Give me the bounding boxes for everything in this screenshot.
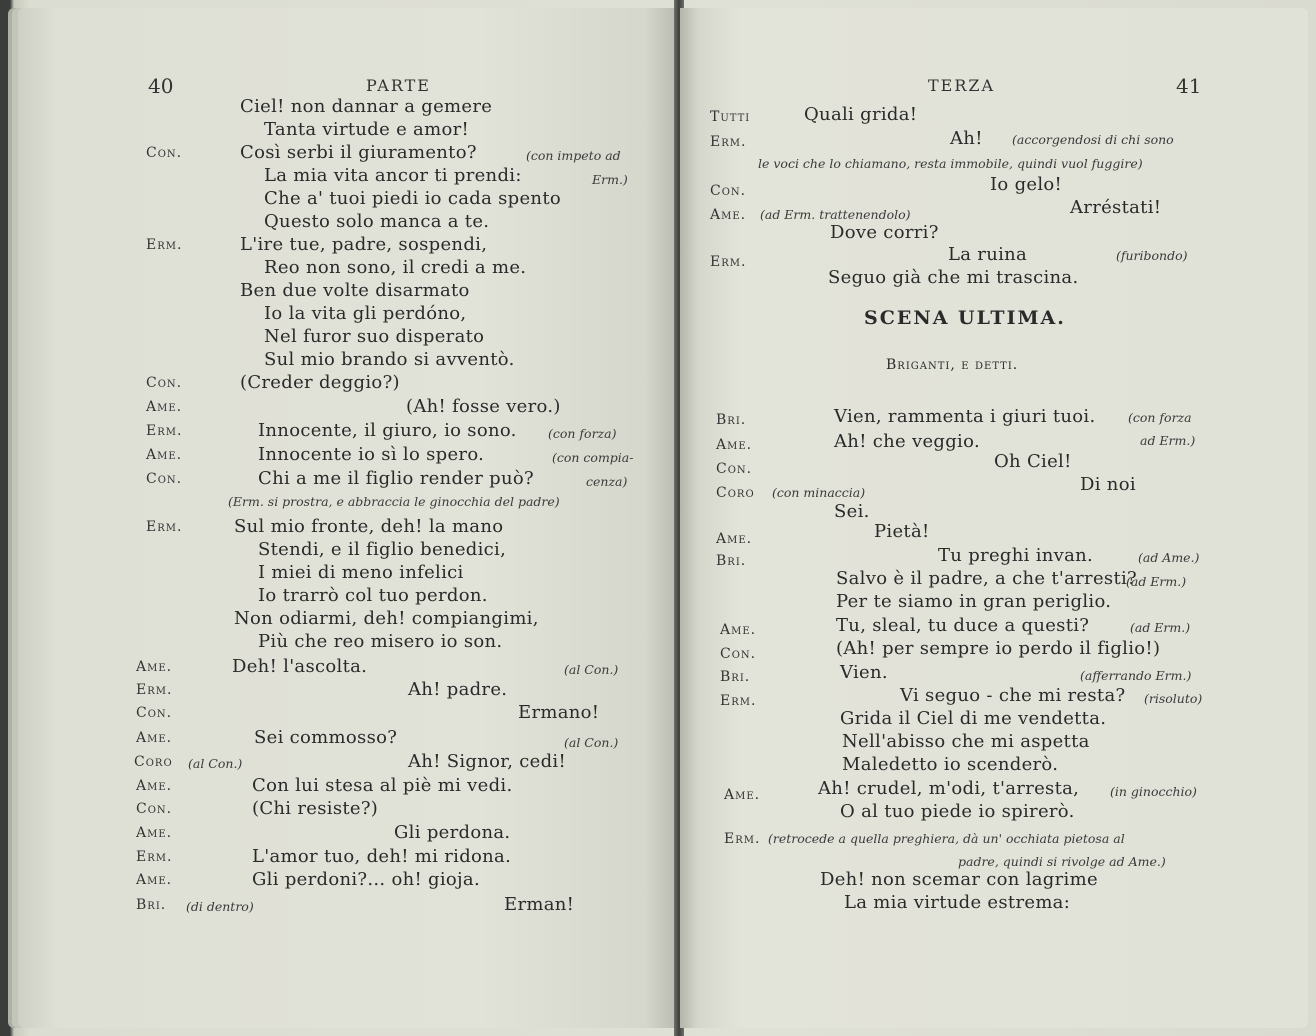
left-page — [18, 8, 678, 1028]
verse-line: Salvo è il padre, a che t'arresti? — [836, 568, 1137, 589]
speaker-name: Con. — [720, 646, 757, 662]
verse-line: Io gelo! — [990, 174, 1063, 195]
verse-line: Reo non sono, il credi a me. — [264, 257, 527, 278]
verse-line: Chi a me il figlio render può? — [258, 468, 534, 489]
speaker-name: Tutti — [710, 109, 751, 125]
stage-direction: (Erm. si prostra, e abbraccia le ginocchia del padre) — [228, 494, 560, 509]
verse-line: Sul mio fronte, deh! la mano — [234, 516, 504, 537]
speaker-name: Con. — [710, 183, 747, 199]
stage-direction: (con forza) — [548, 426, 617, 441]
stage-direction: padre, quindi si rivolge ad Ame.) — [958, 854, 1166, 869]
verse-line: O al tuo piede io spirerò. — [840, 801, 1075, 822]
stage-direction: (al Con.) — [564, 735, 619, 750]
verse-line: Innocente io sì lo spero. — [258, 444, 485, 465]
stage-direction: (afferrando Erm.) — [1080, 668, 1192, 683]
speaker-name: Coro — [134, 754, 173, 770]
speaker-name: Ame. — [136, 778, 173, 794]
verse-line: Tu preghi invan. — [938, 545, 1094, 566]
speaker-name: Ame. — [716, 531, 753, 547]
verse-line: Vi seguo - che mi resta? — [900, 685, 1126, 706]
right-page — [680, 8, 1308, 1028]
speaker-name: Bri. — [136, 897, 167, 913]
verse-line: Sei. — [834, 501, 870, 522]
verse-line: Ciel! non dannar a gemere — [240, 96, 493, 117]
speaker-name: Con. — [146, 375, 183, 391]
speaker-name: Ame. — [716, 437, 753, 453]
speaker-name: Ame. — [724, 787, 761, 803]
speaker-name: Erm. — [724, 831, 761, 847]
stage-direction: (in ginocchio) — [1110, 784, 1197, 799]
verse-line: La mia virtude estrema: — [844, 892, 1071, 913]
verse-line: La ruina — [948, 244, 1028, 265]
stage-direction: (con forza — [1128, 410, 1192, 425]
verse-line: Arréstati! — [1070, 197, 1162, 218]
stage-direction: (con impeto ad — [526, 148, 621, 163]
speaker-name: Con. — [136, 801, 173, 817]
stage-direction: cenza) — [586, 474, 628, 489]
verse-line: Gli perdona. — [394, 822, 511, 843]
stage-direction: (retrocede a quella preghiera, dà un' occhiata pietosa al — [768, 831, 1125, 846]
verse-line: Deh! l'ascolta. — [232, 656, 368, 677]
verse-line: Sei commosso? — [254, 727, 398, 748]
verse-line: Gli perdoni?... oh! gioja. — [252, 869, 480, 890]
speaker-name: Erm. — [710, 134, 747, 150]
verse-line: L'ire tue, padre, sospendi, — [240, 234, 488, 255]
verse-line: L'amor tuo, deh! mi ridona. — [252, 846, 512, 867]
verse-line: Oh Ciel! — [994, 451, 1072, 472]
stage-direction: (di dentro) — [186, 899, 254, 914]
verse-line: (Ah! per sempre io perdo il figlio!) — [836, 638, 1161, 659]
speaker-name: Ame. — [136, 659, 173, 675]
verse-line: (Chi resiste?) — [252, 798, 379, 819]
stage-direction: (con minaccia) — [772, 485, 866, 500]
scene-cast: Briganti, e detti. — [886, 357, 1019, 373]
speaker-name: Ame. — [136, 872, 173, 888]
stage-direction: le voci che lo chiamano, resta immobile, quindi vuol fuggire) — [758, 156, 1143, 171]
stage-direction: (ad Erm.) — [1130, 620, 1191, 635]
speaker-name: Erm. — [136, 849, 173, 865]
verse-line: Questo solo manca a te. — [264, 211, 490, 232]
verse-line: Ben due volte disarmato — [240, 280, 470, 301]
speaker-name: Con. — [716, 461, 753, 477]
verse-line: Dove corri? — [830, 222, 939, 243]
verse-line: I miei di meno infelici — [258, 562, 464, 583]
right-running-header: TERZA — [928, 76, 996, 95]
speaker-name: Ame. — [136, 730, 173, 746]
stage-direction: Erm.) — [592, 172, 628, 187]
verse-line: La mia vita ancor ti prendi: — [264, 165, 522, 186]
verse-line: Seguo già che mi trascina. — [828, 267, 1079, 288]
speaker-name: Ame. — [146, 399, 183, 415]
stage-direction: (accorgendosi di chi sono — [1012, 132, 1174, 147]
stage-direction: (con compia- — [552, 450, 634, 465]
left-running-header: PARTE — [366, 76, 431, 95]
stage-direction: (ad Erm. trattenendolo) — [760, 207, 911, 222]
verse-line: Di noi — [1080, 474, 1136, 495]
speaker-name: Ame. — [720, 622, 757, 638]
stage-direction: (furibondo) — [1116, 248, 1188, 263]
speaker-name: Erm. — [136, 682, 173, 698]
verse-line: Deh! non scemar con lagrime — [820, 869, 1098, 890]
speaker-name: Bri. — [716, 412, 747, 428]
speaker-name: Ame. — [146, 447, 183, 463]
verse-line: Grida il Ciel di me vendetta. — [840, 708, 1107, 729]
verse-line: (Creder deggio?) — [240, 372, 400, 393]
verse-line: Ermano! — [518, 702, 600, 723]
verse-line: Che a' tuoi piedi io cada spento — [264, 188, 561, 209]
verse-line: Sul mio brando si avventò. — [264, 349, 515, 370]
verse-line: Vien. — [840, 662, 888, 683]
verse-line: Pietà! — [874, 521, 930, 542]
stage-direction: (risoluto) — [1144, 691, 1203, 706]
stage-direction: (al Con.) — [564, 662, 619, 677]
verse-line: Ah! — [950, 128, 983, 149]
verse-line: Io la vita gli perdóno, — [264, 303, 467, 324]
verse-line: Tu, sleal, tu duce a questi? — [836, 615, 1090, 636]
verse-line: Stendi, e il figlio benedici, — [258, 539, 507, 560]
verse-line: Ah! Signor, cedi! — [408, 751, 567, 772]
speaker-name: Con. — [146, 471, 183, 487]
right-page-number: 41 — [1176, 74, 1202, 98]
stage-direction: ad Erm.) — [1140, 433, 1196, 448]
verse-line: Non odiarmi, deh! compiangimi, — [234, 608, 539, 629]
stage-direction: (ad Erm.) — [1126, 574, 1187, 589]
verse-line: Nell'abisso che mi aspetta — [842, 731, 1090, 752]
speaker-name: Ame. — [710, 207, 747, 223]
speaker-name: Erm. — [720, 693, 757, 709]
speaker-name: Bri. — [716, 553, 747, 569]
verse-line: Ah! che veggio. — [834, 431, 980, 452]
speaker-name: Bri. — [720, 669, 751, 685]
verse-line: Vien, rammenta i giuri tuoi. — [834, 406, 1096, 427]
verse-line: Ah! padre. — [408, 679, 508, 700]
verse-line: Quali grida! — [804, 104, 918, 125]
stage-direction: (al Con.) — [188, 756, 243, 771]
speaker-name: Erm. — [146, 237, 183, 253]
speaker-name: Erm. — [710, 254, 747, 270]
speaker-name: Con. — [136, 705, 173, 721]
verse-line: Erman! — [504, 894, 575, 915]
verse-line: Con lui stesa al piè mi vedi. — [252, 775, 513, 796]
verse-line: Per te siamo in gran periglio. — [836, 591, 1112, 612]
verse-line: Più che reo misero io son. — [258, 631, 503, 652]
verse-line: Innocente, il giuro, io sono. — [258, 420, 517, 441]
verse-line: Ah! crudel, m'odi, t'arresta, — [818, 778, 1080, 799]
verse-line: Tanta virtude e amor! — [264, 119, 470, 140]
speaker-name: Erm. — [146, 519, 183, 535]
speaker-name: Coro — [716, 485, 755, 501]
speaker-name: Erm. — [146, 423, 183, 439]
verse-line: Nel furor suo disperato — [264, 326, 485, 347]
scene-title: SCENA ULTIMA. — [864, 307, 1066, 329]
verse-line: (Ah! fosse vero.) — [406, 396, 561, 417]
stage-direction: (ad Ame.) — [1138, 550, 1200, 565]
left-page-number: 40 — [148, 74, 174, 98]
verse-line: Così serbi il giuramento? — [240, 142, 477, 163]
speaker-name: Con. — [146, 145, 183, 161]
verse-line: Maledetto io scenderò. — [842, 754, 1059, 775]
speaker-name: Ame. — [136, 825, 173, 841]
verse-line: Io trarrò col tuo perdon. — [258, 585, 488, 606]
